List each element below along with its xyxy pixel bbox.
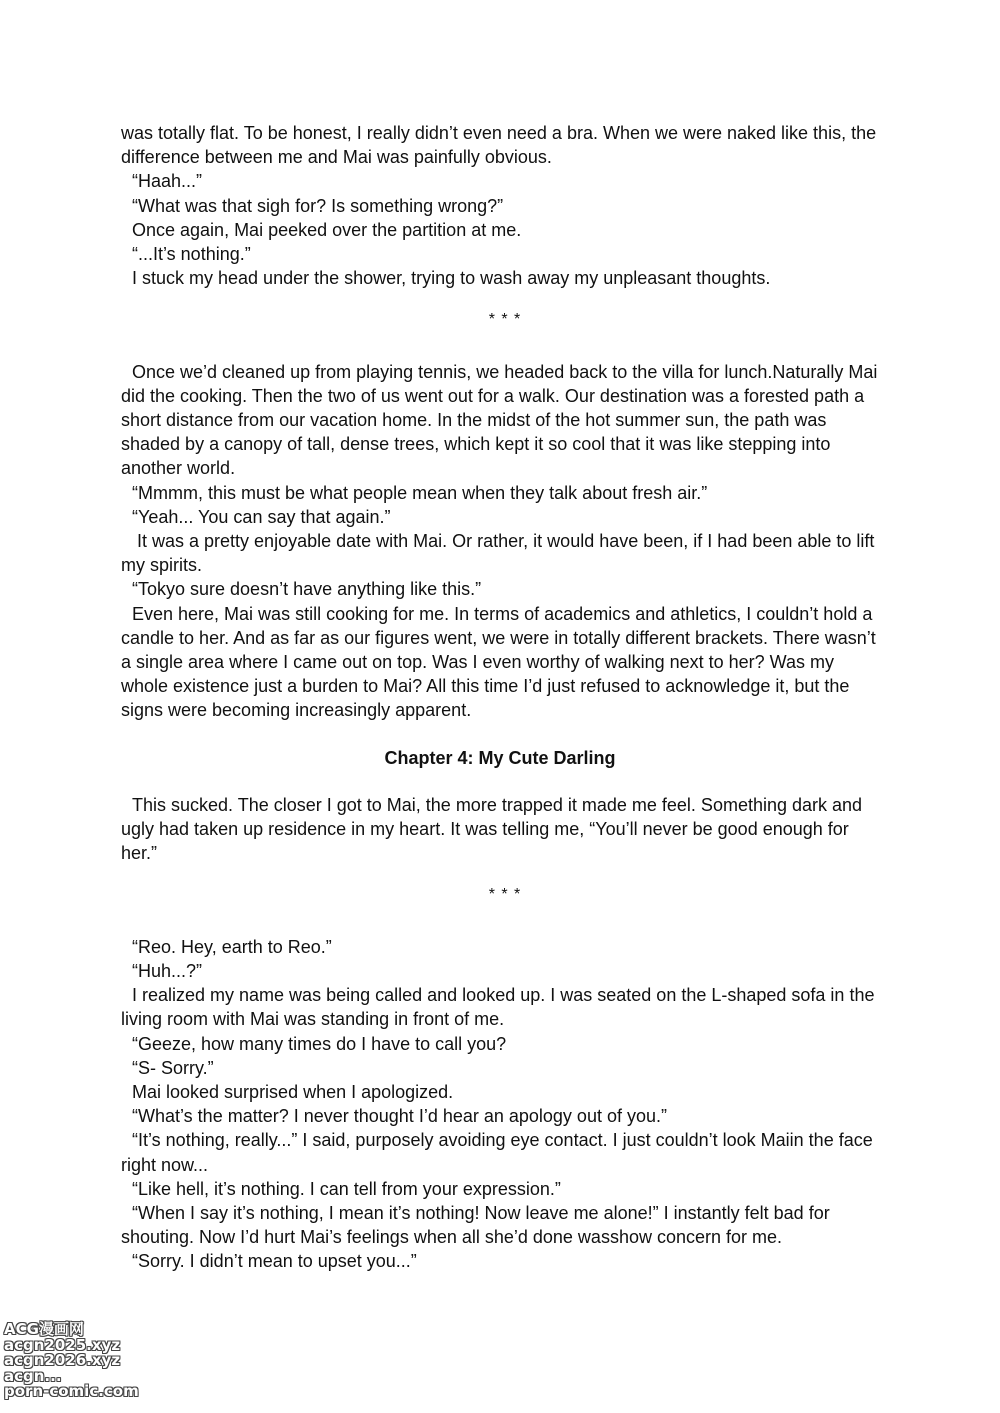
dialogue-line: “Reo. Hey, earth to Reo.”	[132, 936, 332, 957]
dialogue-line: “What was that sigh for? Is something wrong?”	[132, 195, 504, 216]
dialogue-line: “Tokyo sure doesn’t have anything like this.”	[132, 579, 482, 600]
watermark-line: porn-comic.com	[4, 1382, 139, 1400]
paragraph: Even here, Mai was still cooking for me. In terms of academics and athletics, I couldn’t hold a candle to her. And as far as our figures went, we were in totally different brackets. There wasn’t a single area where I came out on top. Was I even worthy of walking next to her? Was my whole existence just a burden to Mai? All this time I’d just refused to acknowledge it, but the signs were becoming increasingly apparent.	[121, 603, 876, 721]
dialogue-line: “...It’s nothing.”	[132, 244, 251, 265]
scene-separator: * * *	[488, 311, 522, 329]
watermark-line: acgn2026.xyz	[4, 1351, 121, 1369]
paragraph: Mai looked surprised when I apologized.	[132, 1081, 454, 1102]
dialogue-line: “Huh...?”	[132, 960, 203, 981]
dialogue-line: “Like hell, it’s nothing. I can tell from your expression.”	[132, 1178, 561, 1199]
paragraph: I realized my name was being called and looked up. I was seated on the L-shaped sofa in the living room with Mai was standing in front of me.	[121, 985, 875, 1030]
watermark-line: acgn...	[4, 1366, 62, 1385]
dialogue-line: “Mmmm, this must be what people mean when they talk about fresh air.”	[132, 482, 708, 503]
paragraph: Once we’d cleaned up from playing tennis, we headed back to the villa for lunch.Naturally Mai did the cooking. Then the two of us went out for a walk. Our destination was a forested path a short distance from our vacation home. In the midst of the hot summer sun, the path was shaded by a canopy of tall, dense trees, which kept it so cool that it was like stepping into another world.	[121, 361, 878, 479]
scene-separator: * * *	[488, 886, 522, 904]
paragraph: I stuck my head under the shower, trying to wash away my unpleasant thoughts.	[132, 268, 771, 289]
dialogue-line: “It’s nothing, really...” I said, purposely avoiding eye contact. I just couldn’t look Maiin the face right now...	[121, 1130, 873, 1175]
paragraph: was totally flat. To be honest, I really didn’t even need a bra. When we were naked like this, the difference between me and Mai was painfully obvious.	[121, 123, 877, 168]
document-page	[121, 121, 879, 1274]
paragraph: It was a pretty enjoyable date with Mai. Or rather, it would have been, if I had been able to lift my spirits.	[121, 531, 875, 576]
dialogue-line: “Geeze, how many times do I have to call you?	[132, 1033, 507, 1054]
dialogue-line: “Haah...”	[132, 171, 203, 192]
paragraph: Once again, Mai peeked over the partition at me.	[132, 219, 522, 240]
dialogue-line: “S- Sorry.”	[132, 1057, 214, 1078]
dialogue-line: “Yeah... You can say that again.”	[132, 506, 391, 527]
watermark-line: ACG漫画网	[4, 1320, 84, 1338]
watermark-line: acgn2025.xyz	[4, 1335, 121, 1354]
paragraph: This sucked. The closer I got to Mai, the more trapped it made me feel. Something dark and ugly had taken up residence in my heart. It was telling me, “You’ll never be good enough for her.”	[121, 794, 863, 864]
chapter-title: Chapter 4: My Cute Darling	[384, 747, 616, 768]
dialogue-line: “What’s the matter? I never thought I’d hear an apology out of you.”	[132, 1106, 667, 1127]
dialogue-line: “Sorry. I didn’t mean to upset you...”	[132, 1251, 417, 1272]
dialogue-line: “When I say it’s nothing, I mean it’s nothing! Now leave me alone!” I instantly felt bad for shouting. Now I’d hurt Mai’s feelings when all she’d done wasshow concern for me.	[121, 1202, 830, 1248]
site-watermark	[4, 1320, 139, 1400]
